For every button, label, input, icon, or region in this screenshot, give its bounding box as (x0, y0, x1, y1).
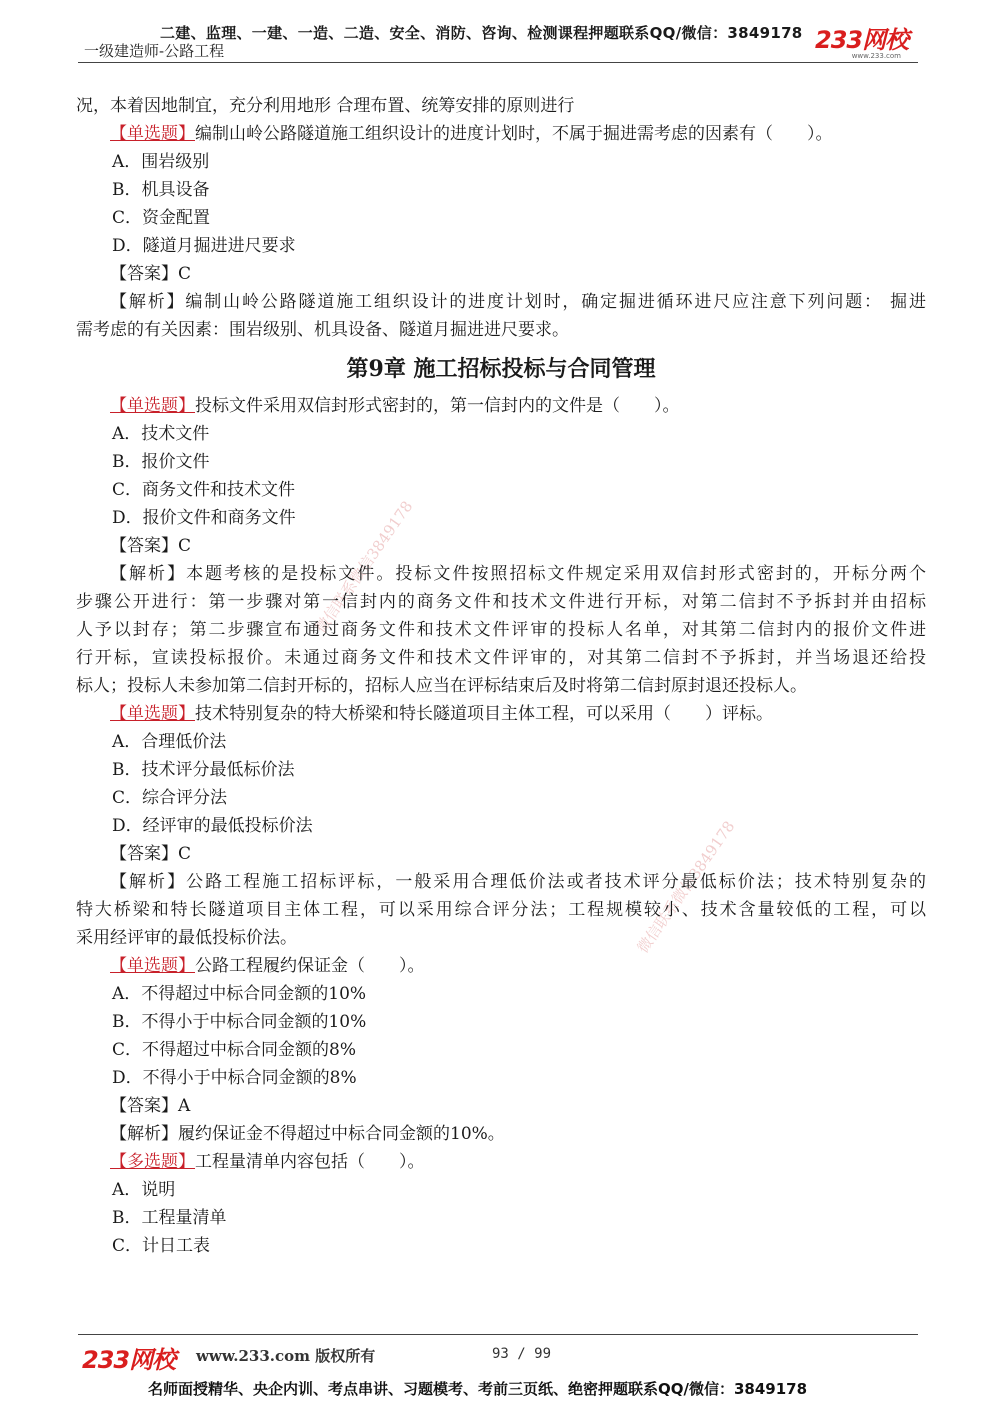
question-type-tag: 【单选题】 (110, 124, 195, 144)
intro-line: 况，本着因地制宜，充分利用地形 合理布置、统筹安排的原则进行 (76, 96, 575, 116)
option-b: B．报价文件 (112, 452, 210, 472)
option-c: C．计日工表 (112, 1236, 211, 1256)
option-c: C．商务文件和技术文件 (112, 480, 296, 500)
analysis-label: 【解析】 (110, 292, 186, 312)
question-stem (76, 120, 926, 148)
analysis-line: 步骤公开进行：第一步骤对第一信封内的商务文件和技术文件进行开标，对第二信封不予拆封并由招标 (76, 592, 926, 612)
answer-line (76, 840, 926, 868)
answer-line (76, 1092, 926, 1120)
option-c: C．综合评分法 (112, 788, 228, 808)
watermark: 微信联系微信3849178 (633, 817, 739, 957)
option-a: A．技术文件 (112, 424, 210, 444)
analysis-text: 履约保证金不得超过中标合同金额的10%。 (178, 1124, 505, 1144)
option-d: D．不得小于中标合同金额的8% (112, 1068, 357, 1088)
analysis-label: 【解析】 (110, 564, 187, 584)
answer-label: 【答案】 (110, 844, 178, 864)
analysis-line (76, 1120, 926, 1148)
question-type-tag: 【单选题】 (110, 704, 195, 724)
question-stem (76, 700, 926, 728)
analysis-label: 【解析】 (110, 872, 187, 892)
analysis-line: 特大桥梁和特长隧道项目主体工程，可以采用综合评分法；工程规模较小、技术含量较低的工程，可以 (76, 900, 926, 920)
analysis-line: 行开标，宣读投标报价。未通过商务文件和技术文件评审的，对其第二信封不予拆封，并当场退还给投 (76, 648, 926, 668)
option-d: D．隧道月掘进进尺要求 (112, 236, 296, 256)
footer-site: www.233.com 版权所有 (196, 1347, 376, 1365)
header-logo-url: www.233.com (851, 52, 901, 60)
analysis-line: 需考虑的有关因素：围岩级别、机具设备、隧道月掘进进尺要求。 (76, 320, 569, 340)
option-a: A．围岩级别 (112, 152, 210, 172)
option-b: B．机具设备 (112, 180, 210, 200)
answer-line (76, 260, 926, 288)
header-divider (78, 62, 918, 63)
header-logo-text: 233网校 (815, 26, 909, 54)
answer-value: C (178, 536, 192, 556)
option-c: C．资金配置 (112, 208, 211, 228)
footer-divider (78, 1334, 918, 1335)
watermark: 微信联系微信3849178 (311, 497, 417, 637)
option-a: A．说明 (112, 1180, 176, 1200)
answer-label: 【答案】 (110, 536, 178, 556)
footer-logo: 233网校 (82, 1346, 176, 1374)
question-stem (76, 392, 926, 420)
question-text: 公路工程履约保证金（ ）。 (195, 956, 425, 976)
analysis-label: 【解析】 (110, 1124, 178, 1144)
header-subtitle: 一级建造师-公路工程 (84, 42, 225, 60)
analysis-line (76, 560, 926, 588)
analysis-line: 标人；投标人未参加第二信封开标的，招标人应当在评标结束后及时将第二信封原封退还投标人。 (76, 676, 807, 696)
answer-value: A (178, 1096, 191, 1116)
analysis-text: 公路工程施工招标评标，一般采用合理低价法或者技术评分最低标价法；技术特别复杂的 (186, 872, 927, 892)
header-banner: 二建、监理、一建、一造、二造、安全、消防、咨询、检测课程押题联系QQ/微信：3849178 (160, 24, 803, 42)
option-d: D．经评审的最低投标价法 (112, 816, 313, 836)
option-b: B．工程量清单 (112, 1208, 227, 1228)
question-type-tag: 【单选题】 (110, 956, 195, 976)
question-text: 工程量清单内容包括（ ）。 (195, 1152, 425, 1172)
header-logo (815, 28, 925, 64)
page-number: 93 / 99 (492, 1346, 552, 1362)
answer-label: 【答案】 (110, 1096, 178, 1116)
option-d: D．报价文件和商务文件 (112, 508, 296, 528)
option-a: A．不得超过中标合同金额的10% (112, 984, 367, 1004)
question-stem (76, 1148, 926, 1176)
question-text: 投标文件采用双信封形式密封的，第一信封内的文件是（ ）。 (195, 396, 680, 416)
analysis-line: 采用经评审的最低投标价法。 (76, 928, 297, 948)
question-text: 技术特别复杂的特大桥梁和特长隧道项目主体工程，可以采用（ ）评标。 (195, 704, 773, 724)
analysis-text: 编制山岭公路隧道施工组织设计的进度计划时，确定掘进循环进尺应注意下列问题： 掘进 (185, 292, 926, 312)
option-c: C．不得超过中标合同金额的8% (112, 1040, 356, 1060)
document-body (76, 92, 926, 1260)
footer-banner: 名师面授精华、央企内训、考点串讲、习题模考、考前三页纸、绝密押题联系QQ/微信：3849178 (148, 1380, 808, 1398)
analysis-line: 人予以封存；第二步骤宣布通过商务文件和技术文件评审的投标人名单，对其第二信封内的报价文件进 (76, 620, 926, 640)
answer-value: C (178, 844, 192, 864)
question-type-tag: 【多选题】 (110, 1152, 195, 1172)
analysis-line (76, 288, 926, 316)
option-b: B．不得小于中标合同金额的10% (112, 1012, 367, 1032)
question-type-tag: 【单选题】 (110, 396, 195, 416)
analysis-text: 本题考核的是投标文件。投标文件按照招标文件规定采用双信封形式密封的，开标分两个 (186, 564, 927, 584)
answer-line (76, 532, 926, 560)
question-text: 编制山岭公路隧道施工组织设计的进度计划时，不属于掘进需考虑的因素有（ ）。 (195, 124, 833, 144)
option-b: B．技术评分最低标价法 (112, 760, 295, 780)
answer-value: C (178, 264, 192, 284)
analysis-line (76, 868, 926, 896)
option-a: A．合理低价法 (112, 732, 227, 752)
chapter-title: 第9章 施工招标投标与合同管理 (346, 356, 656, 382)
answer-label: 【答案】 (110, 264, 178, 284)
question-stem (76, 952, 926, 980)
